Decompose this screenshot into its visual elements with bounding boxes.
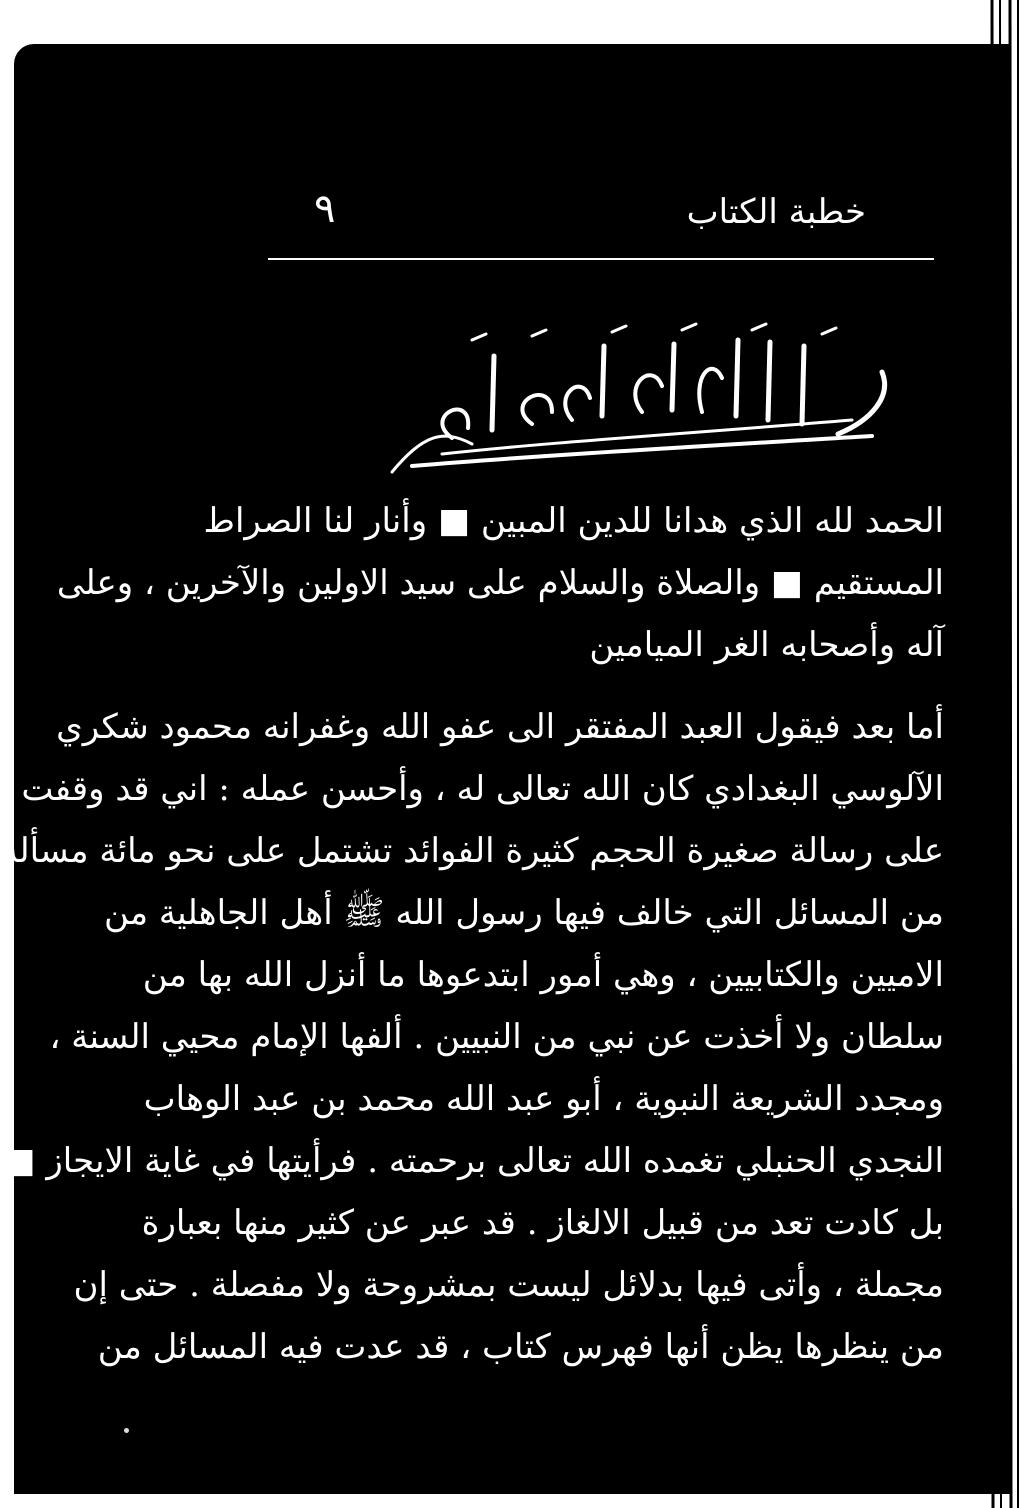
text-line: أما بعد فيقول العبد المفتقر الى عفو الله وغفرانه محمود شكري <box>56 707 944 747</box>
body-text <box>1 490 944 1378</box>
text-line: على رسالة صغيرة الحجم كثيرة الفوائد تشتمل على نحو مائة مسألة <box>1 831 944 871</box>
book-page <box>1 44 1010 1494</box>
text-line: من المسائل التي خالف فيها رسول الله ﷺ أهل الجاهلية من <box>104 893 944 933</box>
text-line: من ينظرها يظن أنها فهرس كتاب ، قد عدت فيه المسائل من <box>97 1327 944 1367</box>
scan-edge-lines <box>984 0 1024 1508</box>
paragraph-gap <box>250 676 944 696</box>
page-header <box>254 152 934 272</box>
scan-speck <box>124 1428 129 1433</box>
header-divider <box>268 258 934 260</box>
text-line: الآلوسي البغدادي كان الله تعالى له ، وأحسن عمله : اني قد وقفت <box>21 769 944 809</box>
text-line: بل كادت تعد من قبيل الالغاز . قد عبر عن كثير منها بعبارة <box>141 1203 944 1243</box>
text-line: النجدي الحنبلي تغمده الله تعالى برحمته . فرأيتها في غاية الايجاز ■ <box>3 1141 944 1181</box>
text-line: الاميين والكتابيين ، وهي أمور ابتدعوها ما أنزل الله بها من <box>142 955 944 995</box>
text-line: سلطان ولا أخذت عن نبي من النبيين . ألفها الإمام محيي السنة ، <box>49 1017 944 1057</box>
text-line: آله وأصحابه الغر الميامين <box>589 625 944 665</box>
text-line: المستقيم ■ والصلاة والسلام على سيد الاولين والآخرين ، وعلى <box>56 563 944 603</box>
page-number: ٩ <box>314 186 336 232</box>
text-line: الحمد لله الذي هدانا للدين المبين ■ وأنار لنا الصراط <box>203 501 944 541</box>
running-title: خطبة الكتاب <box>686 192 866 232</box>
basmala-calligraphy <box>352 316 912 486</box>
text-line: مجملة ، وأتى فيها بدلائل ليست بمشروحة ولا مفصلة . حتى إن <box>73 1265 944 1305</box>
text-line: ومجدد الشريعة النبوية ، أبو عبد الله محمد بن عبد الوهاب <box>143 1079 944 1119</box>
